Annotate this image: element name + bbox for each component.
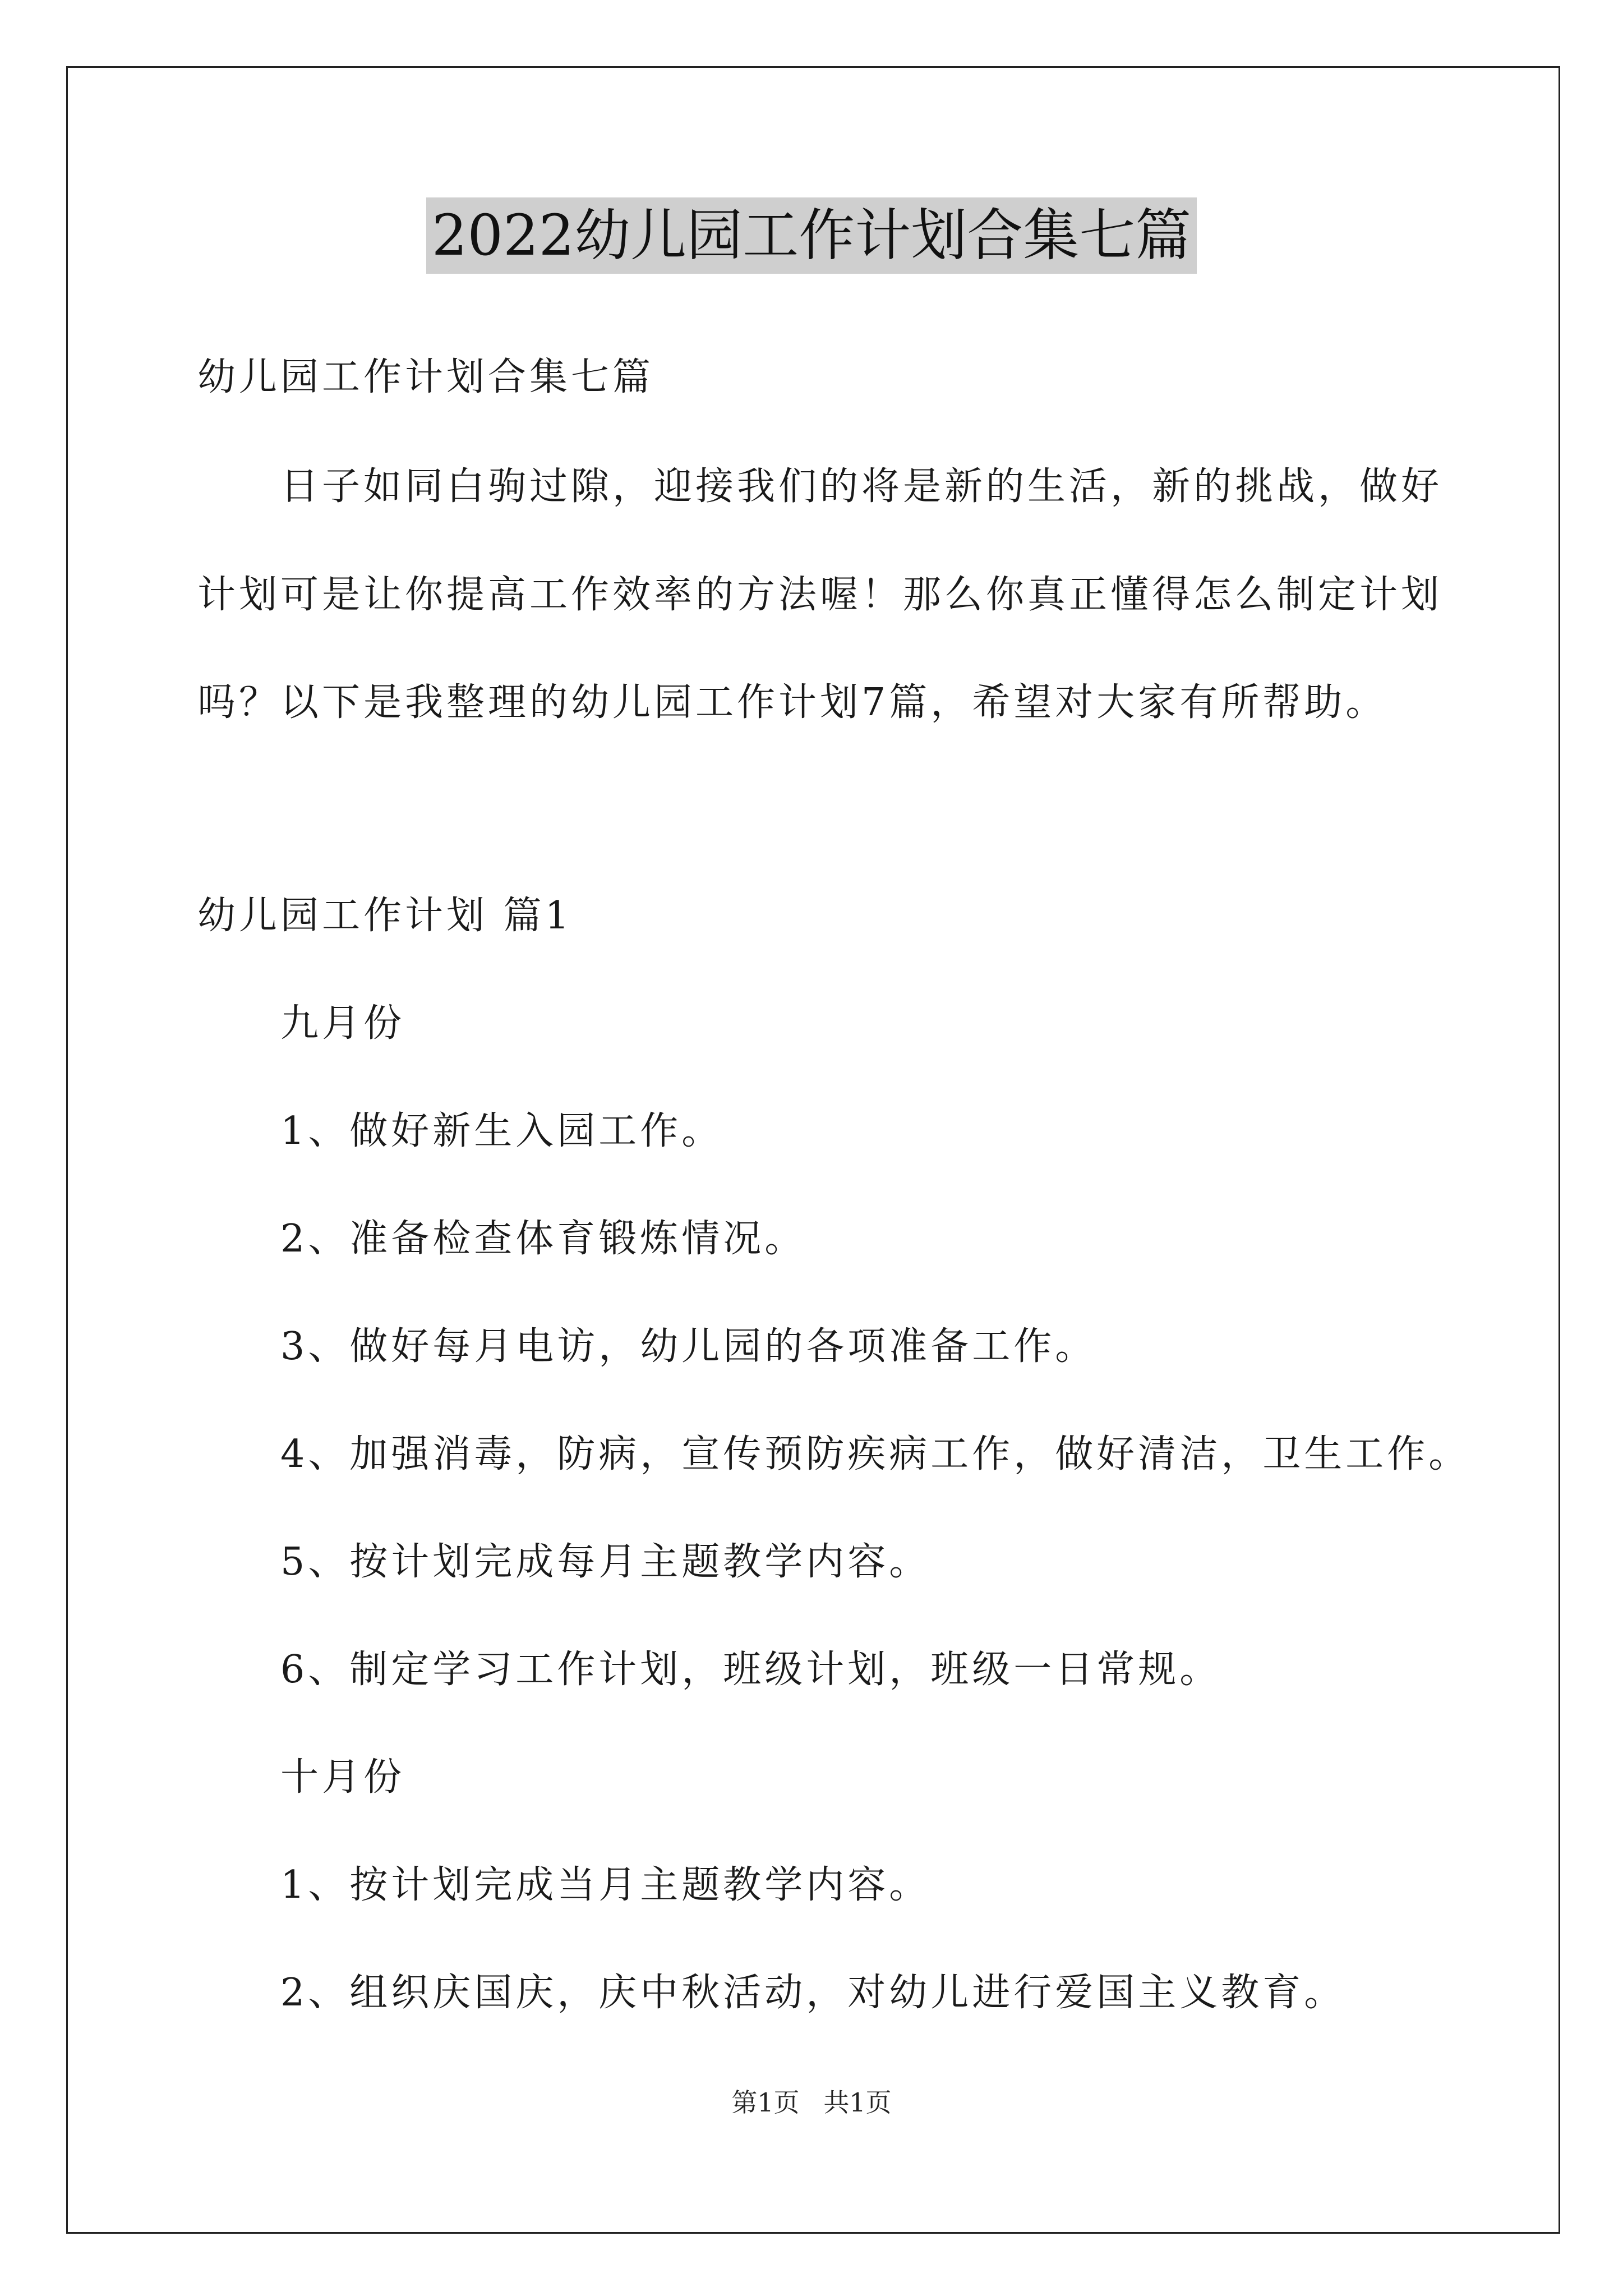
list-item: 1、做好新生入园工作。: [280, 1109, 723, 1153]
intro-line-2: 计划可是让你提高工作效率的方法喔！那么你真正懂得怎么制定计划: [197, 573, 1443, 617]
page-footer: [0, 2086, 1623, 2119]
section-heading: 幼儿园工作计划 篇1: [197, 894, 573, 938]
intro-line-3: 吗？以下是我整理的幼儿园工作计划7篇，希望对大家有所帮助。: [197, 680, 1387, 725]
list-item: 5、按计划完成每月主题教学内容。: [280, 1540, 931, 1584]
document-title: 2022幼儿园工作计划合集七篇: [426, 197, 1197, 274]
list-item: 4、加强消毒，防病，宣传预防疾病工作，做好清洁，卫生工作。: [280, 1432, 1470, 1476]
list-item: 6、制定学习工作计划，班级计划，班级一日常规。: [280, 1648, 1221, 1692]
document-subtitle: 幼儿园工作计划合集七篇: [197, 355, 654, 399]
intro-line-1: 日子如同白驹过隙，迎接我们的将是新的生活，新的挑战，做好: [280, 464, 1443, 509]
list-item: 3、做好每月电访，幼儿园的各项准备工作。: [280, 1324, 1097, 1369]
page-number-total: 共1页: [823, 2087, 892, 2118]
page-number-current: 第1页: [731, 2087, 800, 2118]
list-item: 1、按计划完成当月主题教学内容。: [280, 1863, 931, 1907]
month-heading-september: 九月份: [280, 1001, 405, 1046]
title-container: [0, 197, 1623, 274]
list-item: 2、组织庆国庆，庆中秋活动，对幼儿进行爱国主义教育。: [280, 1971, 1346, 2015]
month-heading-october: 十月份: [280, 1755, 405, 1800]
list-item: 2、准备检查体育锻炼情况。: [280, 1217, 806, 1261]
